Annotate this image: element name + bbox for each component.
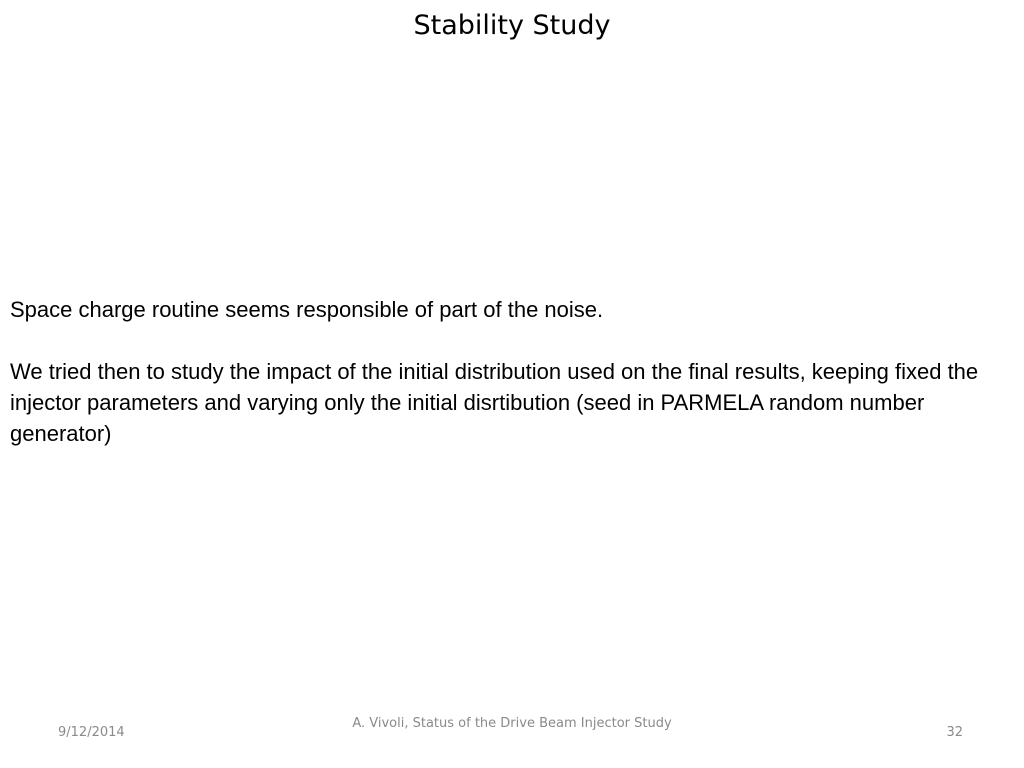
paragraph-initial-distribution: We tried then to study the impact of the initial distribution used on the final results, keeping fixed the injector parameters and varying only the initial disrtibution (seed in PARMELA random number generator): [10, 359, 979, 446]
slide-title: Stability Study: [413, 10, 611, 41]
paragraph-space-charge: Space charge routine seems responsible of part of the noise.: [10, 297, 604, 322]
footer-date: 9/12/2014: [58, 725, 125, 740]
footer-page-number: 32: [946, 725, 963, 740]
slide-body: [10, 294, 1010, 449]
paragraph-spacer: [10, 325, 1010, 356]
footer-author-title: A. Vivoli, Status of the Drive Beam Injector Study: [352, 716, 672, 731]
